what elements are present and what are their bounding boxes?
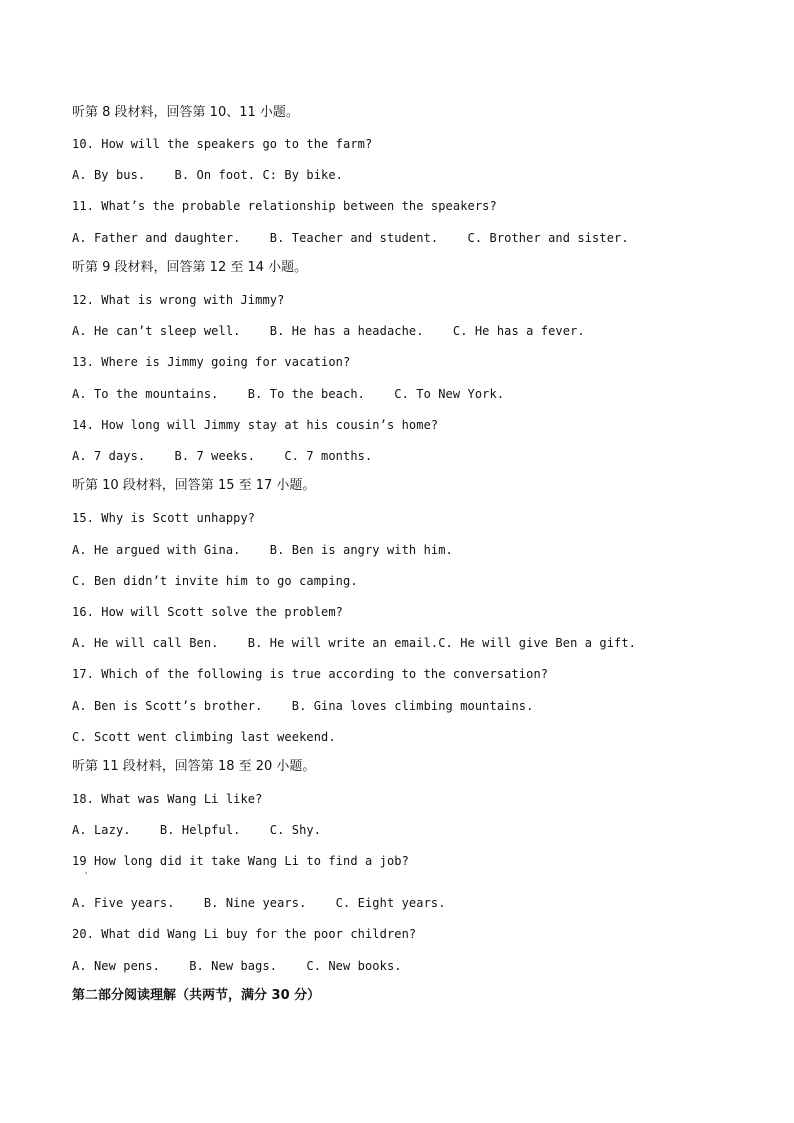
question-12: 12. What is wrong with Jimmy? [72,293,285,307]
question-15-options: A. He argued with Gina. B. Ben is angry with him. [72,543,453,557]
question-17-options: A. Ben is Scott’s brother. B. Gina loves climbing mountains. [72,699,534,713]
question-14-options: A. 7 days. B. 7 weeks. C. 7 months. [72,449,373,463]
question-17-options-c: C. Scott went climbing last weekend. [72,730,336,744]
question-11: 11. What’s the probable relationship between the speakers? [72,199,497,213]
section-heading-10: 听第 10 段材料，回答第 15 至 17 小题。 [72,478,316,493]
question-10-options: A. By bus. B. On foot. C: By bike. [72,168,344,182]
question-14: 14. How long will Jimmy stay at his cousin’s home? [72,418,439,432]
section-heading-9: 听第 9 段材料，回答第 12 至 14 小题。 [72,260,308,275]
question-20-options: A. New pens. B. New bags. C. New books. [72,959,402,973]
section-heading-8: 听第 8 段材料，回答第 10、11 小题。 [72,105,299,120]
question-16: 16. How will Scott solve the problem? [72,605,344,619]
question-12-options: A. He can’t sleep well. B. He has a headache. C. He has a fever. [72,324,585,338]
section-heading-11: 听第 11 段材料，回答第 18 至 20 小题。 [72,759,316,774]
question-19-options: A. Five years. B. Nine years. C. Eight years. [72,896,446,910]
question-18-options: A. Lazy. B. Helpful. C. Shy. [72,823,322,837]
question-13-options: A. To the mountains. B. To the beach. C. To New York. [72,387,505,401]
part-two-heading: 第二部分阅读理解（共两节，满分 30 分） [72,988,321,1003]
stray-mark: ' [85,871,88,880]
question-19: 19 How long did it take Wang Li to find a job? [72,854,409,868]
question-15-options-c: C. Ben didn’t invite him to go camping. [72,574,358,588]
question-17: 17. Which of the following is true according to the conversation? [72,667,549,681]
question-10: 10. How will the speakers go to the farm? [72,137,373,151]
question-15: 15. Why is Scott unhappy? [72,511,256,525]
question-16-options: A. He will call Ben. B. He will write an email.C. He will give Ben a gift. [72,636,636,650]
question-11-options: A. Father and daughter. B. Teacher and student. C. Brother and sister. [72,231,629,245]
question-13: 13. Where is Jimmy going for vacation? [72,355,351,369]
question-18: 18. What was Wang Li like? [72,792,263,806]
question-20: 20. What did Wang Li buy for the poor children? [72,927,417,941]
